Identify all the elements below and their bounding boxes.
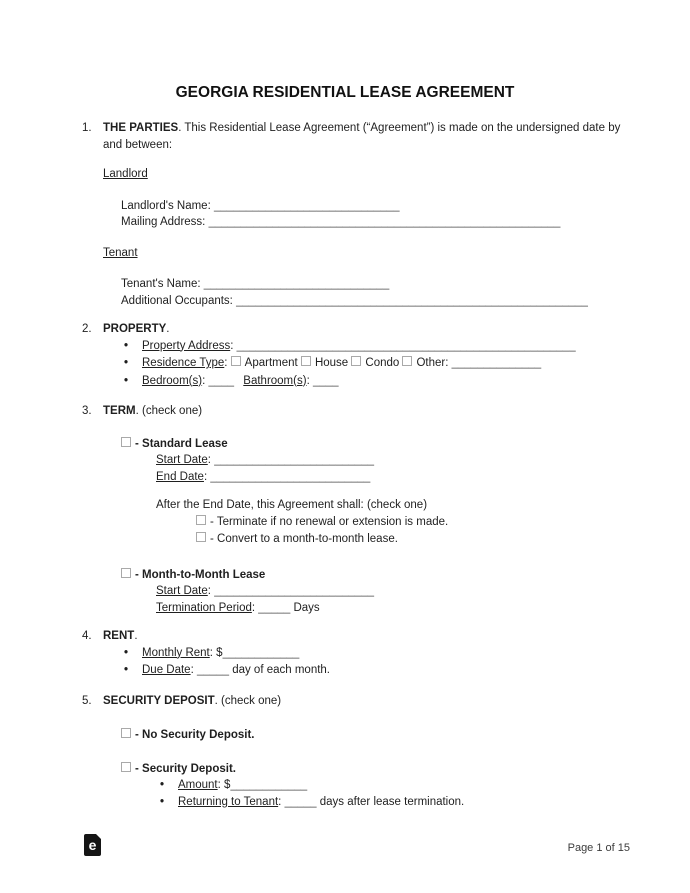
standard-end-date-row: End Date: _________________________: [156, 470, 371, 483]
bathroom-blank: ____: [312, 374, 339, 387]
returning-to-tenant-rest: days after lease termination.: [319, 796, 465, 808]
after-end-date-text: After the End Date, this Agreement shall: (check one): [156, 499, 428, 511]
standard-start-date-row: Start Date: _________________________: [156, 454, 375, 466]
additional-occupants-label: Additional Occupants:: [121, 294, 233, 307]
bathroom-label: Bathroom(s): [243, 374, 307, 387]
checkbox-house[interactable]: [301, 356, 311, 366]
bedroom-blank: ____: [208, 374, 235, 387]
page-fold-icon: [96, 834, 101, 839]
section-number: 2.: [82, 323, 92, 335]
days-text: Days: [293, 601, 320, 614]
terminate-option: [196, 514, 628, 531]
checkbox-security-deposit[interactable]: [121, 762, 131, 772]
checkbox-condo[interactable]: [351, 356, 361, 366]
no-security-deposit-label: - No Security Deposit.: [135, 729, 255, 741]
section-security-deposit: 5. SECURITY DEPOSIT. (check one): [82, 693, 628, 710]
monthly-rent-row: • Monthly Rent: $____________: [124, 645, 628, 662]
section-term: 3. TERM. (check one): [82, 403, 628, 420]
eforms-logo-icon: [84, 834, 101, 856]
section-number: 5.: [82, 694, 92, 707]
property-address-label: Property Address: [142, 339, 231, 352]
residence-type-label: Residence Type: [142, 357, 225, 369]
month-to-month-label: - Month-to-Month Lease: [135, 568, 266, 581]
landlord-name-row: [121, 198, 628, 215]
residence-type-row: • Residence Type: Apartment House Condo Other: ______________: [124, 355, 628, 373]
section-heading: SECURITY DEPOSIT: [103, 694, 215, 707]
convert-option: [196, 531, 628, 548]
section-number: 1.: [82, 122, 92, 134]
checkbox-terminate[interactable]: [196, 515, 206, 525]
section-parties-text: [103, 120, 628, 153]
section-number: 3.: [82, 405, 92, 417]
termination-period-blank: _____: [258, 601, 291, 614]
residence-type-other: Other:: [416, 357, 449, 369]
monthly-rent-blank: ____________: [222, 646, 300, 659]
page-number: Page 1 of 15: [567, 842, 630, 854]
tenant-name-label: Tenant's Name:: [121, 278, 201, 290]
bullet-icon: [124, 355, 142, 373]
bedroom-label: Bedroom(s): [142, 374, 203, 387]
bullet-icon: [124, 338, 142, 356]
residence-type-other-blank: ______________: [451, 357, 542, 369]
monthly-rent-label: Monthly Rent: [142, 646, 210, 659]
termination-period-row: Termination Period: _____ Days: [156, 601, 320, 614]
eforms-logo-letter: e: [88, 837, 97, 853]
section-heading: THE PARTIES: [103, 122, 179, 134]
checkbox-apartment[interactable]: [231, 356, 241, 366]
due-date-blank: _____: [197, 663, 229, 676]
landlord-heading: Landlord: [103, 168, 148, 180]
mtm-start-date-row: Start Date: _________________________: [156, 585, 375, 597]
bullet-icon: [124, 373, 142, 391]
start-date-label: Start Date: [156, 454, 208, 466]
section-intro: . This Residential Lease Agreement (“Agreement”) is made on the undersigned date by and between:: [103, 122, 621, 151]
due-date-row: • Due Date: _____ day of each month.: [124, 662, 628, 679]
section-heading: PROPERTY: [103, 323, 167, 335]
amount-label: Amount: [178, 779, 218, 791]
start-date-blank: _________________________: [214, 454, 375, 466]
tenant-name-row: [121, 276, 628, 293]
terminate-option-label: - Terminate if no renewal or extension is made.: [210, 515, 449, 528]
bedroom-bathroom-row: • Bedroom(s): ____ Bathroom(s): ____: [124, 373, 628, 391]
landlord-name-blank: _____________________________: [213, 199, 400, 212]
section-parties: [82, 120, 628, 153]
start-date-label: Start Date: [156, 585, 208, 597]
section-heading: TERM: [103, 405, 136, 417]
mailing-address-blank: _______________________________________________________: [208, 216, 561, 228]
returning-to-tenant-label: Returning to Tenant: [178, 796, 279, 808]
residence-type-condo: Condo: [365, 357, 400, 369]
mailing-address-label: Mailing Address:: [121, 216, 206, 228]
residence-type-house: House: [314, 357, 349, 369]
mailing-address-row: [121, 214, 628, 231]
security-deposit-option: [121, 761, 628, 778]
mtm-start-date-blank: _________________________: [214, 585, 375, 597]
property-address-blank: _____________________________________________________: [236, 339, 576, 352]
returning-to-tenant-row: • Returning to Tenant: _____ days after lease termination.: [160, 794, 628, 811]
security-deposit-label: - Security Deposit.: [135, 762, 236, 775]
additional-occupants-blank: _______________________________________________________: [236, 294, 588, 307]
checkbox-month-to-month[interactable]: [121, 568, 131, 578]
month-to-month-option: [121, 567, 628, 584]
landlord-name-label: Landlord's Name:: [121, 199, 211, 212]
section-property: 2. PROPERTY.: [82, 321, 628, 338]
due-date-label: Due Date: [142, 663, 191, 676]
end-date-blank: _________________________: [210, 470, 371, 483]
section-rent: 4. RENT.: [82, 628, 628, 645]
convert-option-label: - Convert to a month-to-month lease.: [210, 532, 398, 545]
standard-lease-label: - Standard Lease: [135, 437, 228, 450]
amount-blank: ____________: [230, 779, 308, 791]
bullet-icon: [124, 662, 142, 679]
section-number: 4.: [82, 630, 92, 642]
bullet-icon: [160, 794, 178, 811]
returning-to-tenant-blank: _____: [284, 796, 317, 808]
end-date-label: End Date: [156, 470, 204, 483]
tenant-heading: Tenant: [103, 246, 138, 259]
checkbox-no-security-deposit[interactable]: [121, 728, 131, 738]
document-title: GEORGIA RESIDENTIAL LEASE AGREEMENT: [175, 84, 515, 101]
checkbox-standard-lease[interactable]: [121, 437, 131, 447]
standard-lease-option: [121, 436, 628, 453]
property-address-row: • Property Address: _____________________________________________________: [124, 338, 628, 356]
section-heading: RENT: [103, 630, 135, 642]
checkbox-other[interactable]: [402, 356, 412, 366]
due-date-rest: day of each month.: [232, 663, 330, 676]
checkbox-convert[interactable]: [196, 532, 206, 542]
termination-period-label: Termination Period: [156, 601, 252, 614]
bullet-icon: [124, 645, 142, 662]
bullet-icon: [160, 777, 178, 794]
deposit-amount-row: • Amount: $____________: [160, 777, 628, 794]
residence-type-apartment: Apartment: [244, 357, 298, 369]
additional-occupants-row: [121, 293, 628, 310]
tenant-name-blank: _____________________________: [203, 278, 390, 290]
no-security-deposit-option: [121, 727, 628, 744]
